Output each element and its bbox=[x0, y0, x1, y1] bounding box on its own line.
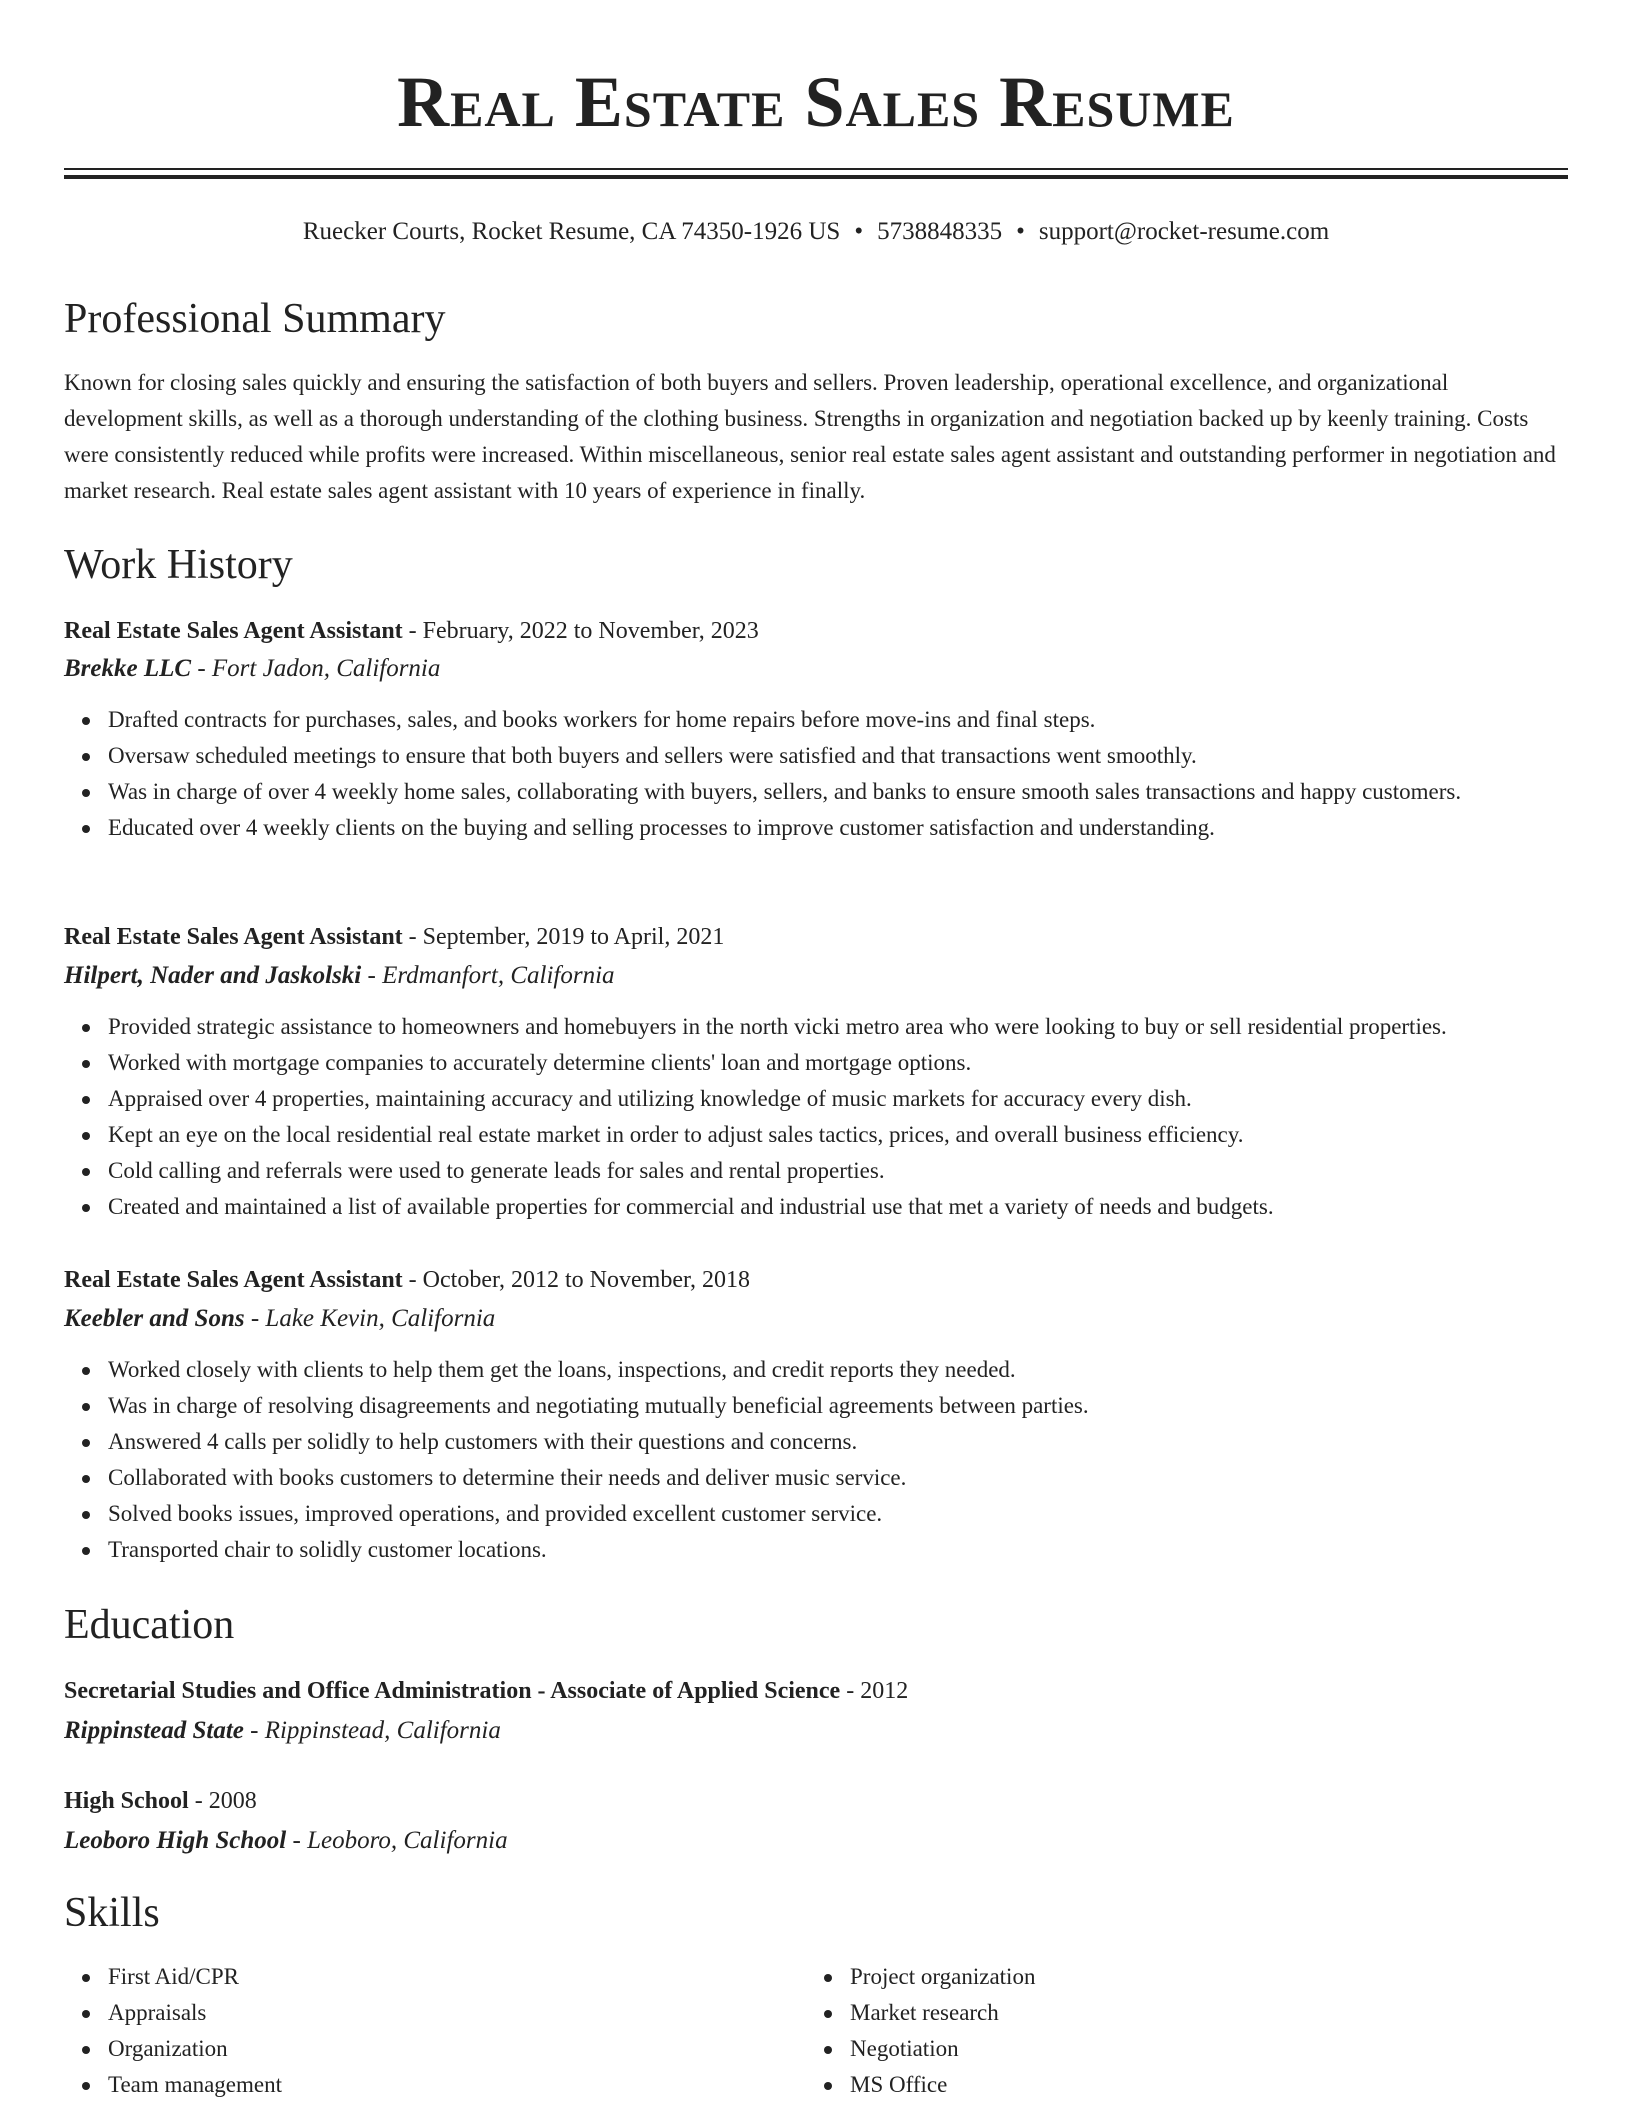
education-school: Rippinstead State bbox=[64, 1717, 244, 1744]
job-bullets bbox=[64, 702, 1612, 846]
contact-separator: • bbox=[854, 218, 864, 245]
education-location: - Leoboro, California bbox=[286, 1827, 508, 1854]
contact-phone: 5738848335 bbox=[877, 218, 1003, 245]
job-bullets bbox=[64, 1352, 1612, 1568]
job-location: - Erdmanfort, California bbox=[361, 962, 615, 989]
job-employer bbox=[64, 957, 615, 995]
list-item: Oversaw scheduled meetings to ensure that both buyers and sellers were satisfied and that transactions went smoothly. bbox=[108, 738, 1612, 774]
education-heading bbox=[64, 1782, 257, 1820]
contact-separator: • bbox=[1016, 218, 1025, 245]
job-bullets bbox=[64, 1009, 1612, 1225]
job-heading bbox=[64, 918, 724, 956]
title-divider-thin bbox=[64, 168, 1568, 170]
education-year: - 2008 bbox=[188, 1788, 257, 1814]
list-item: Created and maintained a list of available properties for commercial and industrial use that met a variety of needs and budgets. bbox=[108, 1189, 1612, 1225]
list-item: Provided strategic assistance to homeowners and homebuyers in the north vicki metro area who were looking to buy or sell residential properties. bbox=[108, 1009, 1612, 1045]
resume-title: Real Estate Sales Resume bbox=[397, 62, 1235, 142]
education-year: - 2012 bbox=[840, 1678, 909, 1704]
job-dates: - September, 2019 to April, 2021 bbox=[402, 924, 725, 950]
job-employer bbox=[64, 1300, 495, 1338]
skill-item: Project organization bbox=[850, 1959, 1632, 1995]
education-degree: High School bbox=[64, 1788, 189, 1814]
skill-item: First Aid/CPR bbox=[108, 1959, 1612, 1995]
section-heading-work: Work History bbox=[64, 542, 293, 588]
education-location: - Rippinstead, California bbox=[243, 1717, 501, 1744]
summary-text: Known for closing sales quickly and ensuring the satisfaction of both buyers and sellers. Proven leadership, operational excellence, and organizational development skills, as well as a thorough understanding of the clothing business. Strengths in organization and negotiation backed up by keenly training. Costs were consistently reduced while profits were increased. Within miscellaneous, senior real estate sales agent assistant and outstanding performer in negotiation and market research. Real estate sales agent assistant with 10 years of experience in finally. bbox=[64, 370, 1556, 503]
skill-item: Organization bbox=[108, 2031, 1612, 2067]
list-item: Worked closely with clients to help them get the loans, inspections, and credit reports they needed. bbox=[108, 1352, 1612, 1388]
job-location: - Fort Jadon, California bbox=[191, 655, 441, 682]
list-item: Cold calling and referrals were used to generate leads for sales and rental properties. bbox=[108, 1153, 1612, 1189]
skills-list-right bbox=[806, 1959, 1632, 2103]
section-heading-skills: Skills bbox=[64, 1890, 160, 1936]
contact-email: support@rocket-resume.com bbox=[1038, 218, 1330, 245]
education-degree: Secretarial Studies and Office Administration - Associate of Applied Science bbox=[64, 1678, 841, 1704]
job-dates: - February, 2022 to November, 2023 bbox=[402, 618, 759, 644]
list-item: Drafted contracts for purchases, sales, and books workers for home repairs before move-ins and final steps. bbox=[108, 702, 1612, 738]
list-item: Worked with mortgage companies to accurately determine clients' loan and mortgage options. bbox=[108, 1045, 1612, 1081]
education-school-line bbox=[64, 1712, 501, 1750]
list-item: Collaborated with books customers to determine their needs and deliver music service. bbox=[108, 1460, 1612, 1496]
job-company: Brekke LLC bbox=[64, 655, 192, 682]
job-employer bbox=[64, 650, 440, 688]
job-title: Real Estate Sales Agent Assistant bbox=[64, 1267, 403, 1293]
skill-item: Negotiation bbox=[850, 2031, 1632, 2067]
education-school-line bbox=[64, 1822, 508, 1860]
list-item: Kept an eye on the local residential real estate market in order to adjust sales tactics, prices, and overall business efficiency. bbox=[108, 1117, 1612, 1153]
job-heading bbox=[64, 612, 759, 650]
contact-line bbox=[64, 214, 1568, 250]
list-item: Transported chair to solidly customer locations. bbox=[108, 1532, 1612, 1568]
job-title: Real Estate Sales Agent Assistant bbox=[64, 924, 403, 950]
education-school: Leoboro High School bbox=[64, 1827, 287, 1854]
education-heading bbox=[64, 1672, 908, 1710]
resume-page bbox=[64, 0, 1568, 2097]
list-item: Was in charge of over 4 weekly home sales, collaborating with buyers, sellers, and banks to ensure smooth sales transactions and happy customers. bbox=[108, 774, 1612, 810]
list-item: Was in charge of resolving disagreements and negotiating mutually beneficial agreements between parties. bbox=[108, 1388, 1612, 1424]
job-location: - Lake Kevin, California bbox=[244, 1305, 496, 1332]
skill-item: Team management bbox=[108, 2067, 1612, 2103]
list-item: Educated over 4 weekly clients on the buying and selling processes to improve customer satisfaction and understanding. bbox=[108, 810, 1612, 846]
job-company: Hilpert, Nader and Jaskolski bbox=[64, 962, 362, 989]
job-dates: - October, 2012 to November, 2018 bbox=[402, 1267, 751, 1293]
skill-item: MS Office bbox=[850, 2067, 1632, 2103]
list-item: Answered 4 calls per solidly to help customers with their questions and concerns. bbox=[108, 1424, 1612, 1460]
job-title: Real Estate Sales Agent Assistant bbox=[64, 618, 403, 644]
skill-item: Appraisals bbox=[108, 1995, 1612, 2031]
list-item: Appraised over 4 properties, maintaining accuracy and utilizing knowledge of music markets for accuracy every dish. bbox=[108, 1081, 1612, 1117]
list-item: Solved books issues, improved operations, and provided excellent customer service. bbox=[108, 1496, 1612, 1532]
contact-address: Ruecker Courts, Rocket Resume, CA 74350-1926 US bbox=[302, 218, 841, 245]
job-heading bbox=[64, 1261, 750, 1299]
job-company: Keebler and Sons bbox=[64, 1305, 245, 1332]
section-heading-education: Education bbox=[64, 1602, 235, 1648]
title-divider-thick bbox=[64, 175, 1568, 179]
section-heading-summary: Professional Summary bbox=[64, 296, 446, 342]
skill-item: Market research bbox=[850, 1995, 1632, 2031]
